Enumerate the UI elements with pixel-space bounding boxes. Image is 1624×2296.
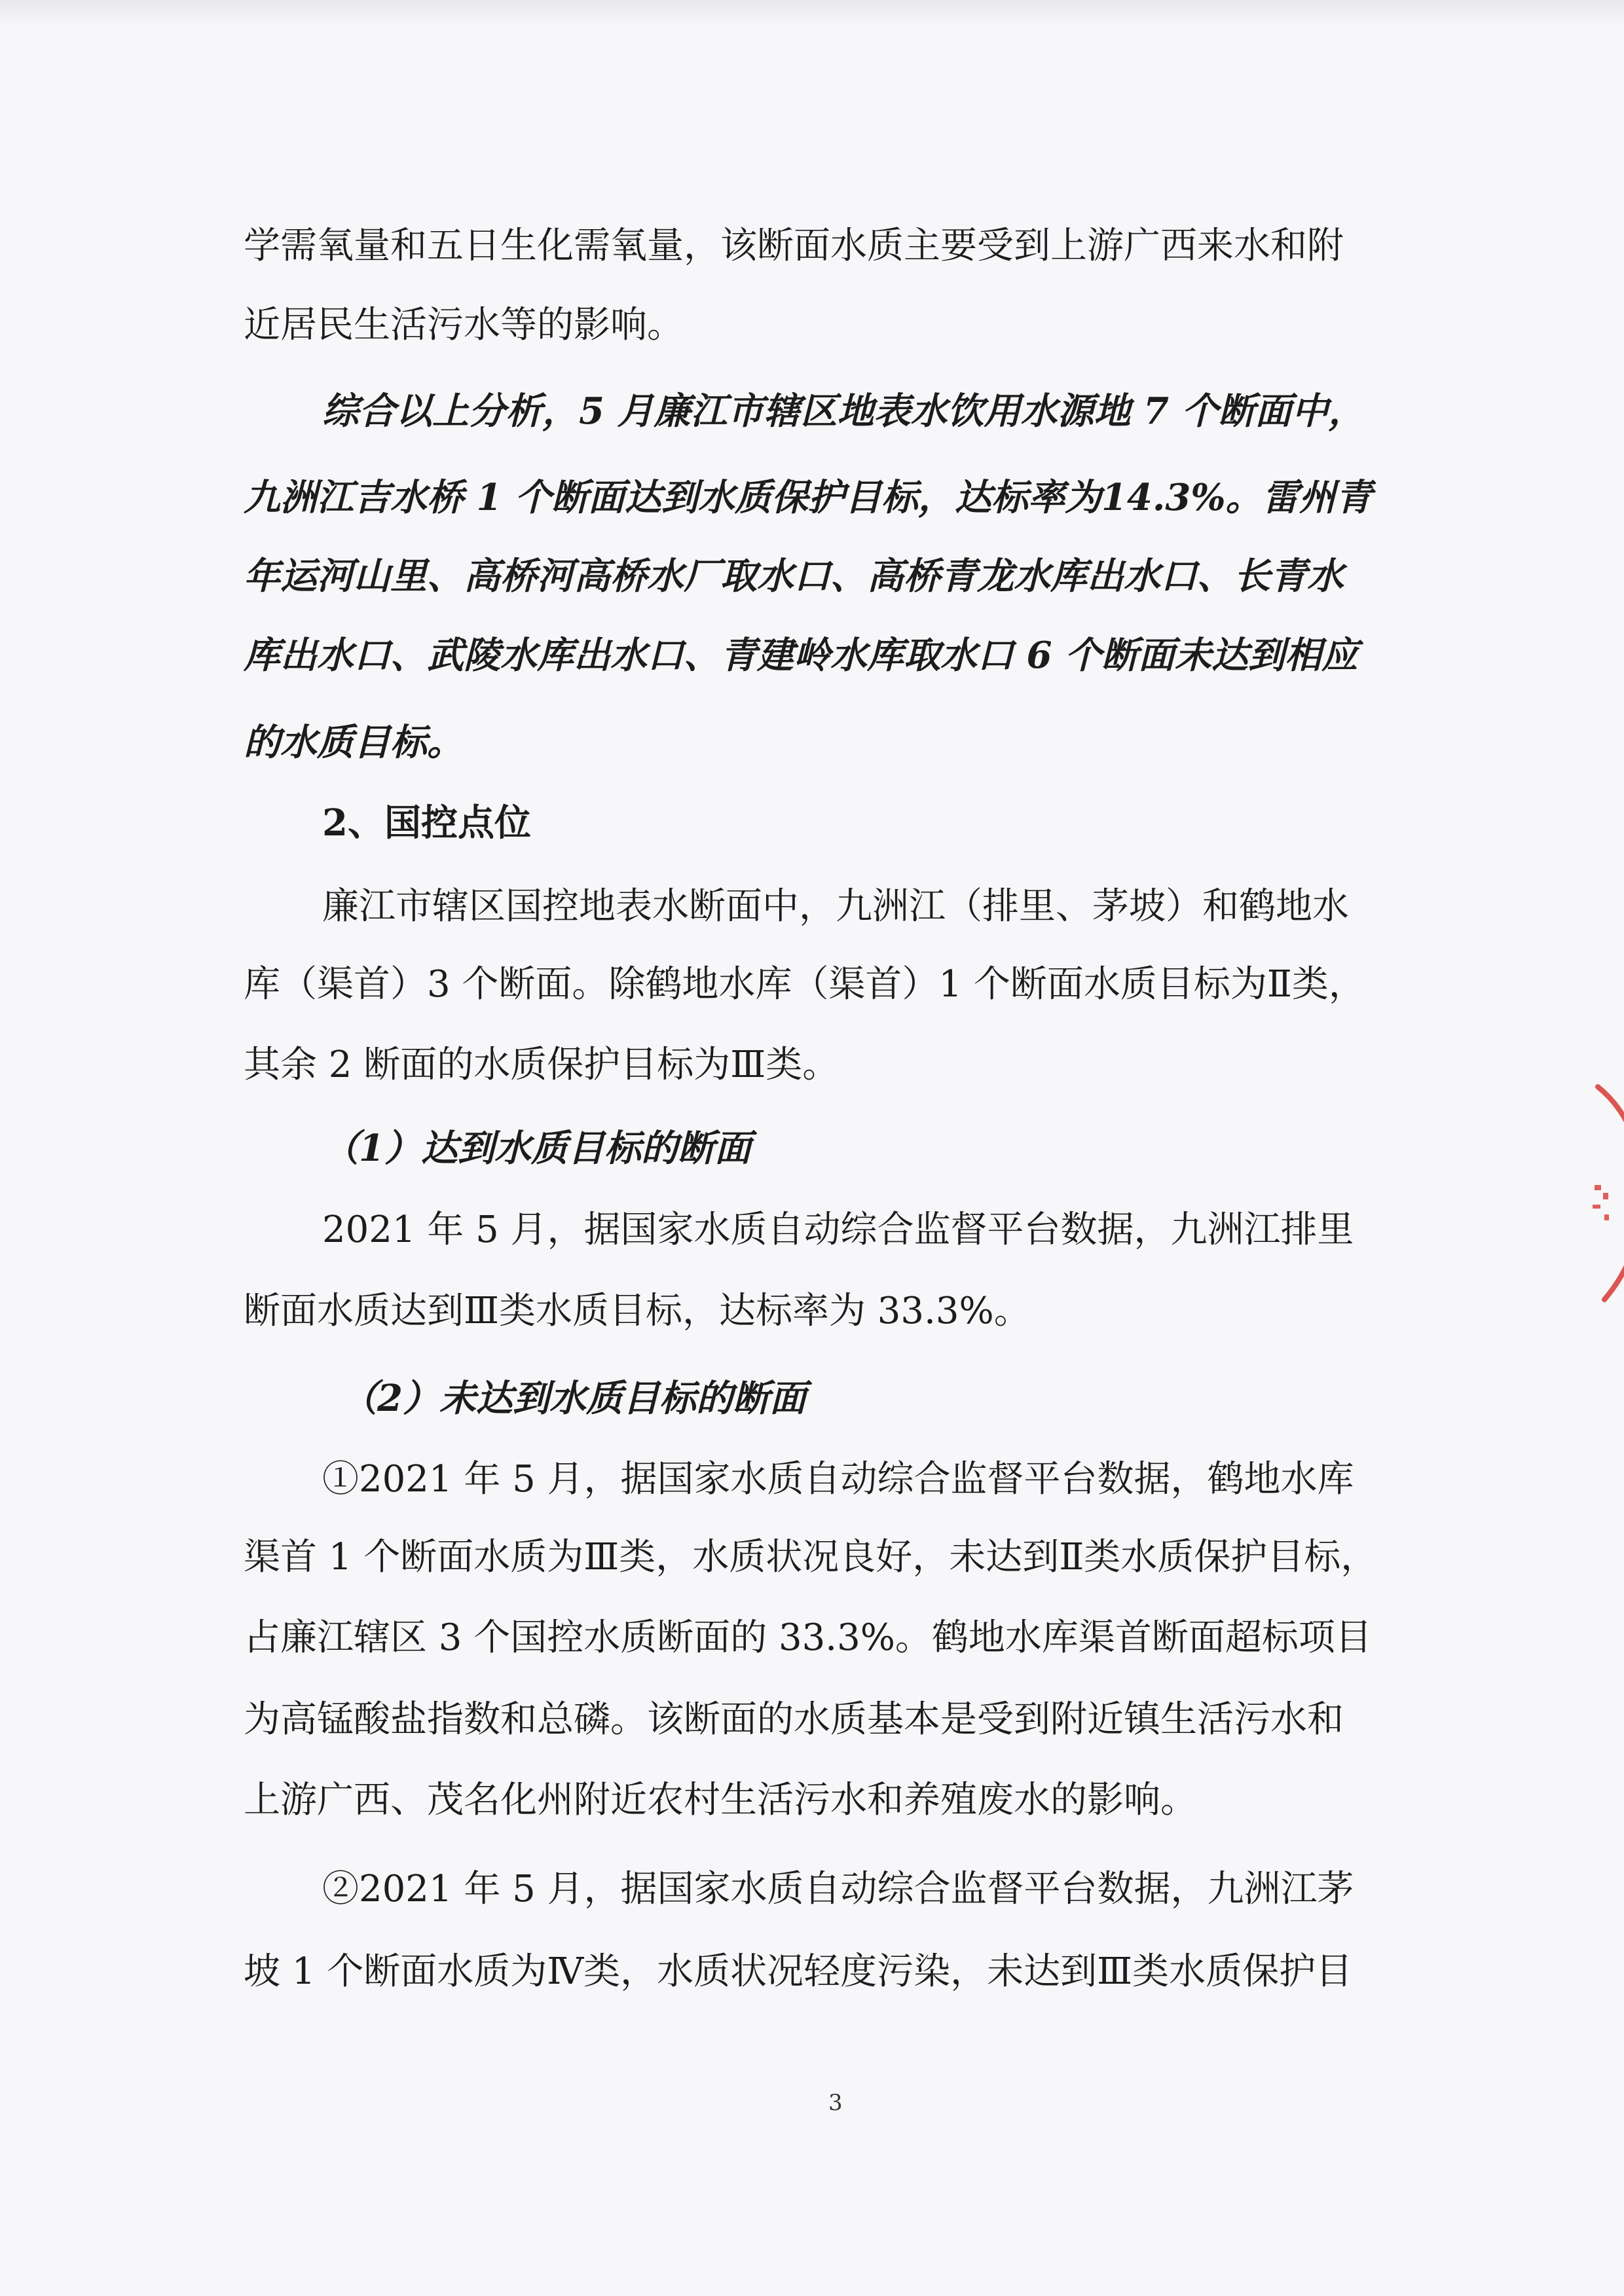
subheading-2: （2）未达到水质目标的断面 [341,1377,806,1420]
red-seal-fragment [1585,1074,1624,1309]
summary-line-2: 九洲江吉水桥 1 个断面达到水质保护目标，达标率为14.3%。雷州青 [244,476,1373,519]
text-line-11: 为高锰酸盐指数和总磷。该断面的水质基本是受到附近镇生活污水和 [244,1698,1344,1741]
text-line-14: 坡 1 个断面水质为Ⅳ类，水质状况轻度污染，未达到Ⅲ类水质保护目 [244,1950,1353,1993]
text-line-1: 学需氧量和五日生化需氧量，该断面水质主要受到上游广西来水和附 [244,225,1344,267]
summary-line-3: 年运河山里、高桥河高桥水厂取水口、高桥青龙水库出水口、长青水 [244,555,1344,598]
scan-edge-shadow [0,0,1624,26]
text-line-3: 廉江市辖区国控地表水断面中，九洲江（排里、茅坡）和鹤地水 [322,885,1349,928]
text-line-6: 2021 年 5 月，据国家水质自动综合监督平台数据，九洲江排里 [322,1209,1354,1251]
text-line-12: 上游广西、茂名化州附近农村生活污水和养殖废水的影响。 [244,1779,1197,1821]
text-line-13: ②2021 年 5 月，据国家水质自动综合监督平台数据，九洲江茅 [322,1868,1354,1910]
text-line-2: 近居民生活污水等的影响。 [244,304,684,346]
subheading-1: （1）达到水质目标的断面 [322,1127,751,1170]
text-line-9: 渠首 1 个断面水质为Ⅲ类，水质状况良好，未达到Ⅱ类水质保护目标， [244,1536,1378,1578]
summary-line-4: 库出水口、武陵水库出水口、青建岭水库取水口 6 个断面未达到相应 [244,634,1358,677]
text-line-10: 占廉江辖区 3 个国控水质断面的 33.3%。鹤地水库渠首断面超标项目 [244,1616,1372,1659]
section-heading: 2、国控点位 [322,801,531,845]
summary-line-1: 综合以上分析，5 月廉江市辖区地表水饮用水源地 7 个断面中， [322,390,1365,433]
text-line-4: 库（渠首）3 个断面。除鹤地水库（渠首）1 个断面水质目标为Ⅱ类， [244,963,1365,1006]
summary-line-5: 的水质目标。 [244,721,464,764]
page-number: 3 [828,2090,843,2116]
text-line-8: ①2021 年 5 月，据国家水质自动综合监督平台数据，鹤地水库 [322,1458,1354,1501]
text-line-7: 断面水质达到Ⅲ类水质目标，达标率为 33.3%。 [244,1290,1031,1332]
text-line-5: 其余 2 断面的水质保护目标为Ⅲ类。 [244,1044,840,1086]
